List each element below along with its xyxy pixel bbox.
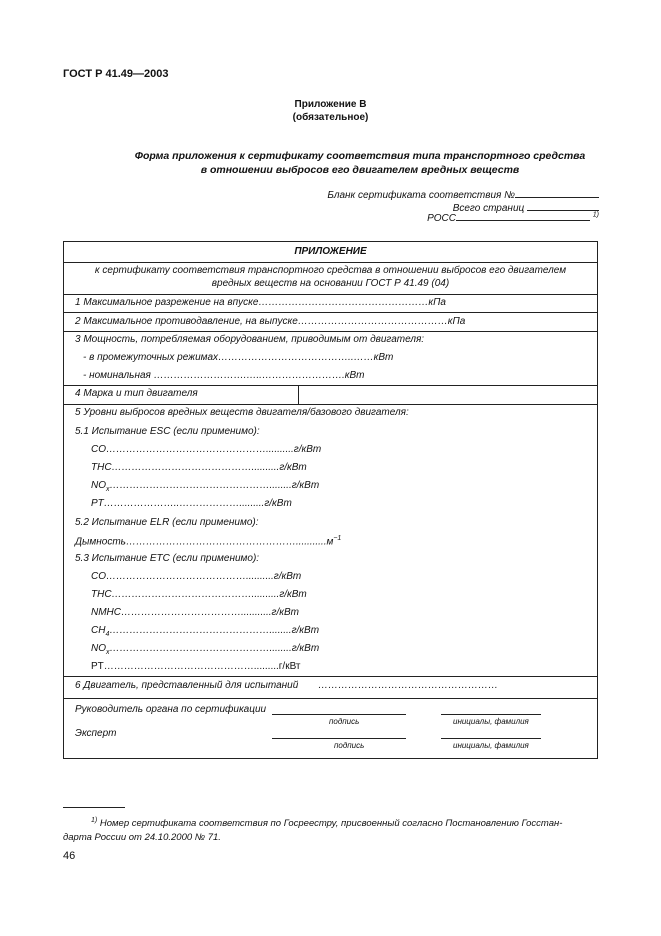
expert-signature-line[interactable] [272,738,406,739]
total-pages-label: Всего страниц [452,203,525,214]
row-intake-depression: 1 Максимальное разрежение на впуске……………………………………………кПа [75,297,446,308]
row-equipment-power: 3 Мощность, потребляемая оборудованием, приводимым от двигателя: [75,334,425,345]
elr-smoke: $Дымность\dots\dots\dots\dots\dots\dots\dots\dots\dots\dots\dots\dots\dots\dots\dots\dots\dots...........м^{-1}$ [75,535,342,548]
footnote-text-1: Номер сертификата соответствия по Госреестру, присвоенный согласно Постановлению Госстан- [97,818,563,830]
appendix-table [63,241,598,759]
etc-co: CO……………………………………..........г/кВт [91,571,302,582]
head-signature-line[interactable] [272,714,406,715]
ross-footnote-mark: 1) [592,211,599,219]
head-signature-caption: подпись [329,717,360,726]
footnote-separator [63,807,125,808]
standard-header: ГОСТ Р 41.49—2003 [63,68,169,80]
row-emission-levels: 5 Уровни выбросов вредных веществ двигателя/базового двигателя: [75,407,409,418]
etc-pt: PT……………………………………….........г/кВт [91,661,301,672]
expert-signature-caption: подпись [334,741,365,750]
etc-nox: $NO_x\dots\dots\dots\dots\dots\dots\dots\dots\dots\dots\dots\dots\dots\dots\dots\dots........г$/кВт [91,643,320,656]
head-initials-line[interactable] [441,714,541,715]
table-subheading-2: вредных веществ на основании ГОСТ Р 41.49 (04) [211,278,450,289]
row-test-engine-dots: ……………………………………………… [318,680,498,691]
ross-field[interactable] [427,211,599,224]
etc-ch4: $CH_4\dots\dots\dots\dots\dots\dots\dots\dots\dots\dots\dots\dots\dots\dots\dots\dots........г$/кВт [91,625,320,638]
row-power-intermediate: - в промежуточных режимах…………………………………..……кВт [83,352,394,363]
appendix-title: Приложение В [294,99,367,110]
footnote [63,814,598,845]
head-initials-caption: инициалы, фамилия [453,717,529,726]
row-test-engine: 6 Двигатель, представленный для испытаний [75,680,299,691]
etc-test-heading: 5.3 Испытание ETC (если применимо): [75,553,260,564]
cert-number-label: Бланк сертификата соответствия № [327,190,515,201]
footnote-text-2: дарта России от 24.10.2000 № 71. [63,832,221,844]
elr-test-heading: 5.2 Испытание ELR (если применимо): [75,517,259,528]
form-title-line2: в отношении выбросов его двигателем вредных веществ [200,164,520,176]
esc-test-heading: 5.1 Испытание ESC (если применимо): [75,426,260,437]
esc-thc: THC……………………………………..........г/кВт [91,462,307,473]
expert-initials-caption: инициалы, фамилия [453,741,529,750]
expert-label: Эксперт [75,728,117,739]
esc-pt: PT…………………..……………….........г/кВт [91,498,292,509]
head-of-body-label: Руководитель органа по сертификации [75,704,267,715]
row-engine-make: 4 Марка и тип двигателя [75,388,198,399]
page-number: 46 [63,850,76,862]
row-power-rated: - номинальная ……………………….…..…………………….кВт [83,370,365,381]
ross-label: РОСС [427,213,456,224]
cert-number-field[interactable] [327,188,599,201]
table-heading: ПРИЛОЖЕНИЕ [294,246,367,257]
esc-nox: $NO_x\dots\dots\dots\dots\dots\dots\dots\dots\dots\dots\dots\dots\dots\dots\dots\dots........г$/кВт [91,480,320,493]
footnote-mark: 1) [91,817,98,824]
appendix-status: (обязательное) [292,112,369,123]
etc-nmhc: NMHC………………………………...........г/кВт [91,607,299,618]
table-subheading-1: к сертификату соответствия транспортного средства в отношении выбросов его двигателем [94,265,567,276]
row-exhaust-backpressure: 2 Максимальное противодавление, на выпуске………………………………………кПа [75,316,466,327]
esc-co: CO…………………………………………..........г/кВт [91,444,322,455]
form-title-line1: Форма приложения к сертификату соответствия типа транспортного средства [134,150,586,162]
expert-initials-line[interactable] [441,738,541,739]
etc-thc: THC……………………………………..........г/кВт [91,589,307,600]
